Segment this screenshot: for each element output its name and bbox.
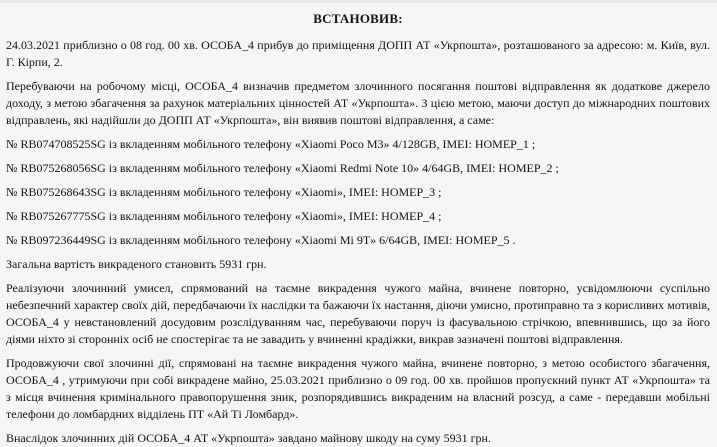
paragraph-damage-conclusion: Внаслідок злочинних дій ОСОБА_4 АТ «Укрпошта» завдано майнову шкоду на суму 5931 грн. <box>6 431 491 445</box>
shipment-item-2: № RB075268056SG із вкладенням мобільного телефону «Xiaomi Redmi Note 10» 4/64GB, IMEI: НОМЕР_2 ; <box>6 161 559 175</box>
shipment-item-4: № RB075267775SG із вкладенням мобільного телефону «Xiaomi», IMEI: НОМЕР_4 ; <box>6 209 442 223</box>
shipment-item-3: № RB075268643SG із вкладенням мобільного телефону «Xiaomi», IMEI: НОМЕР_3 ; <box>6 185 442 199</box>
document-heading: ВСТАНОВИВ: <box>313 11 403 26</box>
paragraph-total-value: Загальна вартість викраденого становить 5931 грн. <box>6 257 267 271</box>
shipment-item-5: № RB097236449SG із вкладенням мобільного телефону «Xiaomi Mi 9T» 6/64GB, IMEI: НОМЕР_5 . <box>6 233 516 247</box>
paragraph-arrival: 24.03.2021 приблизно о 08 год. 00 хв. ОСОБА_4 прибув до приміщення ДОПП АТ «Укрпошта», розташованого за адресою: м. Київ, вул. Г. Кірпи, 2. <box>6 38 710 69</box>
paragraph-criminal-intent: Перебуваючи на робочому місці, ОСОБА_4 визначив предметом злочинного посягання поштові відправлення як додаткове джерело доходу, з метою збагачення за рахунок матеріальних цінностей АТ «Укрпошта». З цією метою, маючи доступ до міжнародних поштових відправлень, які надійшли до ДОПП АТ «Укрпошта», він виявив поштові відправлення, а саме: <box>6 79 710 127</box>
paragraph-theft-execution: Реалізуючи злочинний умисел, спрямований на таємне викрадення чужого майна, вчинене повторно, усвідомлюючи суспільно небезпечний характер своїх дій, передбачаючи їх наслідки та бажаючи їх настання, діючи умисно, протиправно та з корисливих мотивів, ОСОБА_4 у невстановлений досудовим розслідуванням час, перебуваючи поруч із фасувальною стрічкою, впевнившись, що за його діями ніхто зі сторонніх осіб не спостерігає та не завадить у вчиненні крадіжки, викрав зазначені поштові відправлення. <box>6 281 710 346</box>
shipment-item-1: № RB074708525SG із вкладенням мобільного телефону «Xiaomi Poco M3» 4/128GB, IMEI: НОМЕР_1 ; <box>6 137 536 151</box>
paragraph-escape-and-disposal: Продовжуючи свої злочинні дії, спрямовані на таємне викрадення чужого майна, вчинене повторно, з метою особистого збагачення, ОСОБА_4 , утримуючи при собі викрадене майно, 25.03.2021 приблизно о 09 год. 00 хв. пройшов пропускний пункт АТ «Укрпошта» та з місця вчинення кримінального правопорушення зник, розпорядившись викраденим на власний розсуд, а саме - передавши мобільні телефони до ломбардних відділень ПТ «Ай Ті Ломбард». <box>6 356 710 421</box>
court-document <box>6 10 710 447</box>
